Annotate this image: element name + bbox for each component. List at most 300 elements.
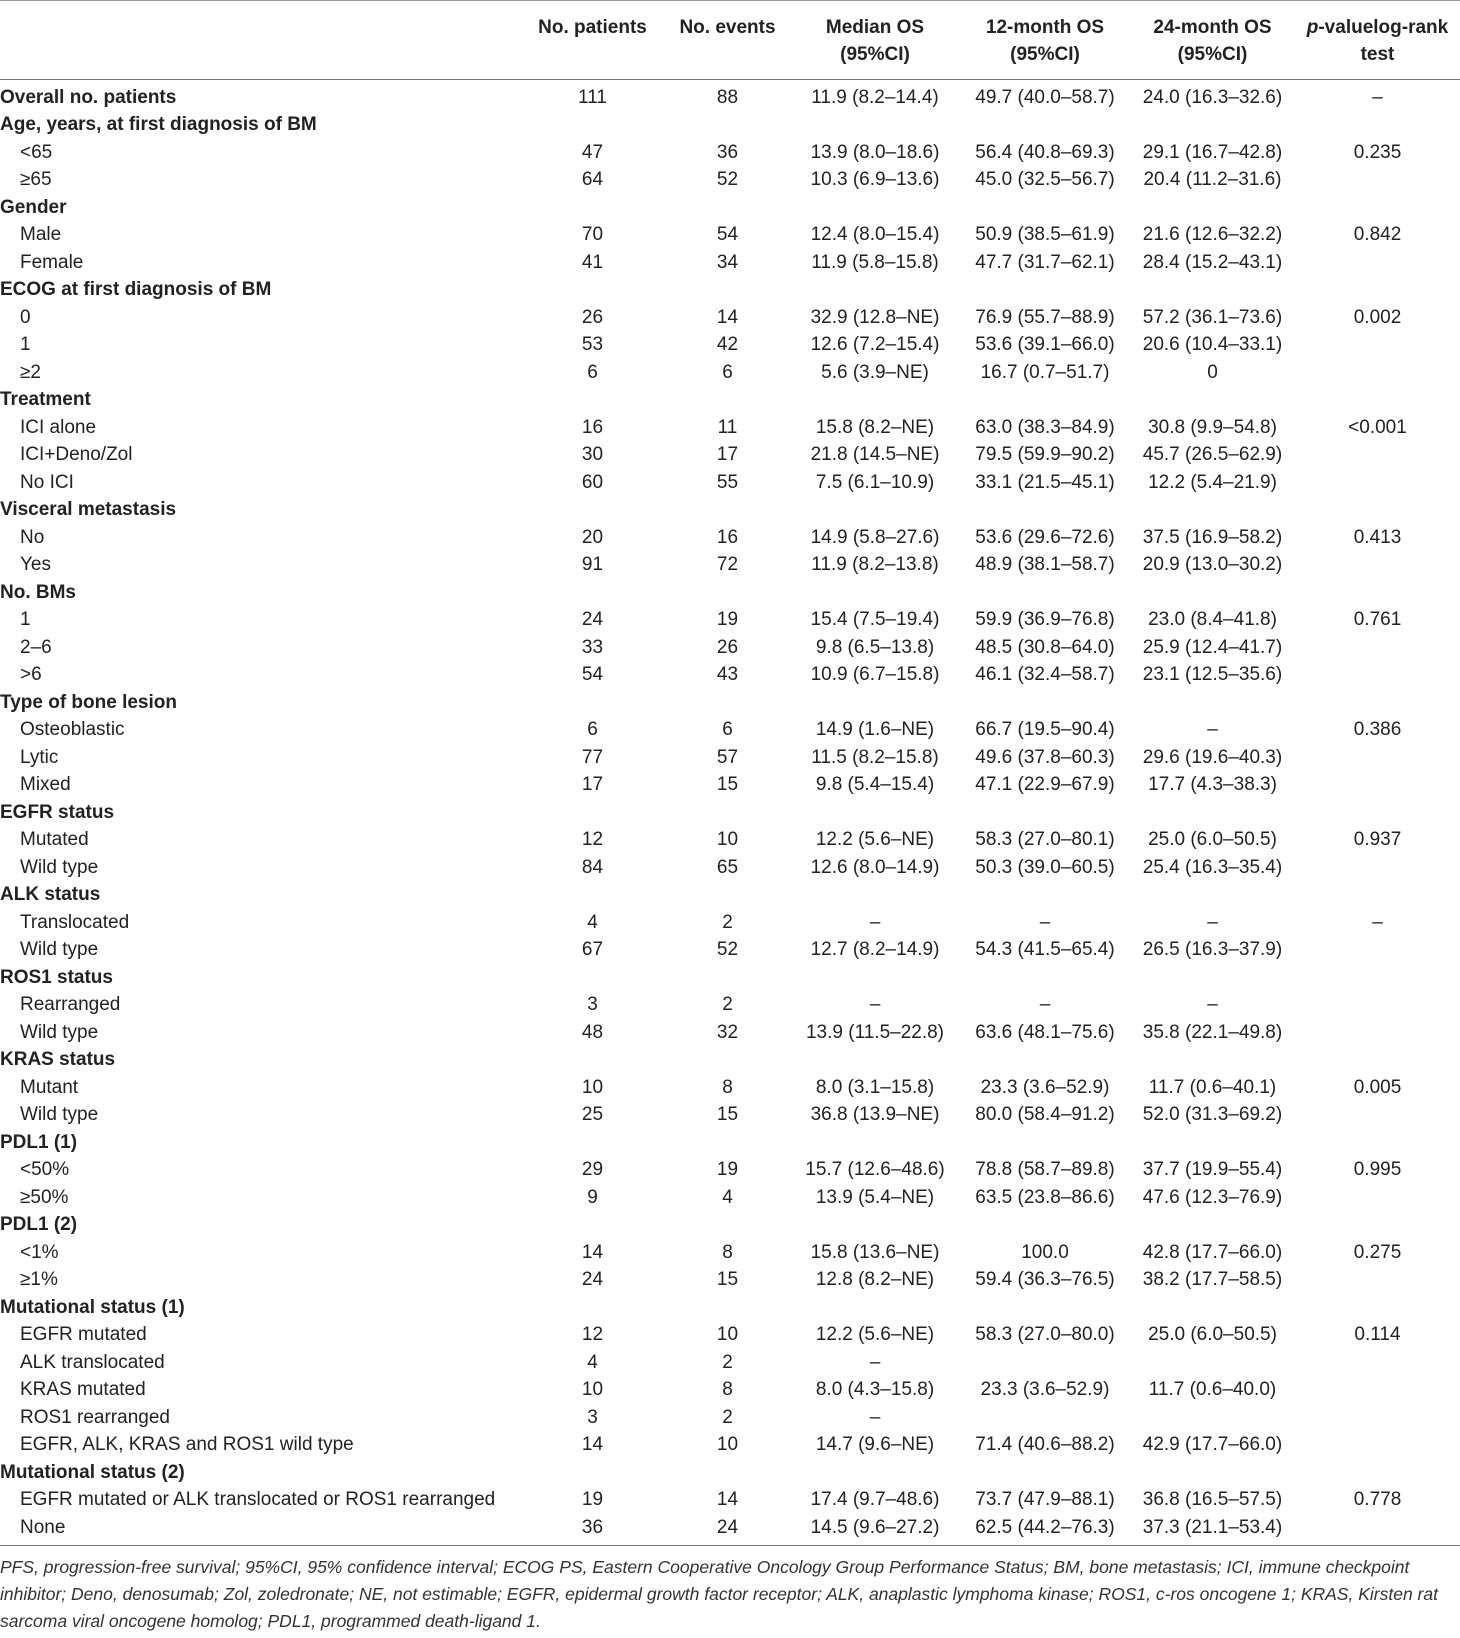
median-os-cell: 14.5 (9.6–27.2) bbox=[790, 1514, 960, 1546]
median-os-cell bbox=[790, 1294, 960, 1322]
patients-cell: 54 bbox=[581, 664, 604, 686]
events-cell: 34 bbox=[716, 251, 739, 273]
row-label: ICI alone bbox=[20, 416, 97, 438]
os-12-month-cell bbox=[960, 1129, 1130, 1157]
events-cell: 10 bbox=[716, 1434, 739, 1456]
os-24-month-cell bbox=[1130, 689, 1295, 717]
events-cell: 54 bbox=[716, 224, 739, 246]
patients-cell bbox=[520, 194, 665, 222]
row-label: ALK status bbox=[0, 884, 101, 906]
table-row bbox=[0, 1514, 1460, 1546]
median-os-cell: 10.3 (6.9–13.6) bbox=[810, 169, 940, 191]
row-label: Treatment bbox=[0, 389, 91, 411]
median-os-cell bbox=[790, 689, 960, 717]
patients-cell bbox=[520, 1294, 665, 1322]
os-12-month-cell: 59.9 (36.9–76.8) bbox=[975, 609, 1115, 631]
p-value-cell: 0.386 bbox=[1353, 719, 1402, 741]
table-group-row bbox=[0, 386, 1460, 414]
os-12-month-cell bbox=[960, 579, 1130, 607]
patients-cell bbox=[520, 1129, 665, 1157]
os-24-month-cell: 42.9 (17.7–66.0) bbox=[1142, 1434, 1283, 1456]
row-label: Visceral metastasis bbox=[0, 499, 177, 521]
os-24-month-cell: 25.4 (16.3–35.4) bbox=[1142, 856, 1283, 878]
median-os-cell: 21.8 (14.5–NE) bbox=[810, 444, 940, 466]
os-12-month-cell: 78.8 (58.7–89.8) bbox=[975, 1159, 1115, 1181]
table-group-row bbox=[0, 579, 1460, 607]
os-24-month-cell bbox=[1130, 111, 1295, 139]
p-value-cell bbox=[1295, 964, 1460, 992]
p-value-cell bbox=[1295, 1514, 1460, 1546]
p-value-cell bbox=[1295, 1431, 1460, 1459]
p-value-cell bbox=[1295, 194, 1460, 222]
patients-cell bbox=[520, 386, 665, 414]
median-os-cell: 36.8 (13.9–NE) bbox=[810, 1104, 940, 1126]
row-label: Type of bone lesion bbox=[0, 691, 177, 713]
patients-cell: 111 bbox=[578, 87, 607, 108]
row-label: Wild type bbox=[20, 939, 99, 961]
p-value-cell bbox=[1295, 469, 1460, 497]
events-cell: 10 bbox=[716, 1324, 739, 1346]
events-cell bbox=[665, 276, 790, 304]
patients-cell: 60 bbox=[581, 471, 604, 493]
os-24-month-cell: 37.7 (19.9–55.4) bbox=[1142, 1159, 1283, 1181]
events-cell bbox=[665, 964, 790, 992]
os-12-month-cell: 47.1 (22.9–67.9) bbox=[975, 774, 1115, 796]
table-row bbox=[0, 414, 1460, 442]
os-12-month-cell: 73.7 (47.9–88.1) bbox=[975, 1489, 1115, 1511]
median-os-cell: 15.7 (12.6–48.6) bbox=[805, 1159, 945, 1181]
os-12-month-cell: 76.9 (55.7–88.9) bbox=[975, 306, 1115, 328]
patients-cell: 14 bbox=[581, 1434, 604, 1456]
events-cell bbox=[665, 1294, 790, 1322]
events-cell bbox=[665, 496, 790, 524]
p-value-cell: 0.114 bbox=[1354, 1324, 1401, 1346]
row-label: KRAS status bbox=[0, 1049, 116, 1071]
p-value-cell: 0.761 bbox=[1353, 609, 1402, 631]
table-row bbox=[0, 1074, 1460, 1102]
patients-cell: 24 bbox=[581, 609, 604, 631]
median-os-cell bbox=[790, 964, 960, 992]
patients-cell: 91 bbox=[581, 554, 604, 576]
os-24-month-cell bbox=[1130, 276, 1295, 304]
p-value-cell bbox=[1295, 744, 1460, 772]
row-label: Female bbox=[20, 251, 84, 273]
median-os-cell bbox=[790, 276, 960, 304]
os-12-month-cell: 66.7 (19.5–90.4) bbox=[975, 719, 1115, 741]
table-row bbox=[0, 1376, 1460, 1404]
median-os-cell: – bbox=[869, 1406, 881, 1428]
table-row bbox=[0, 1431, 1460, 1459]
table-row bbox=[0, 661, 1460, 689]
events-cell: 19 bbox=[716, 609, 739, 631]
row-label: EGFR, ALK, KRAS and ROS1 wild type bbox=[20, 1434, 354, 1456]
p-value-cell: 0.005 bbox=[1353, 1076, 1402, 1098]
events-cell: 2 bbox=[722, 1351, 733, 1373]
os-24-month-cell: 20.4 (11.2–31.6) bbox=[1143, 169, 1282, 191]
os-24-month-cell bbox=[1130, 1459, 1295, 1487]
patients-cell: 53 bbox=[581, 334, 604, 356]
median-os-cell: 14.9 (5.8–27.6) bbox=[810, 526, 940, 548]
table-row bbox=[0, 1349, 1460, 1377]
patients-cell: 4 bbox=[587, 911, 598, 933]
events-cell: 4 bbox=[722, 1186, 733, 1208]
patients-cell: 20 bbox=[581, 526, 604, 548]
table-header-row bbox=[0, 1, 1460, 80]
p-value-cell bbox=[1295, 249, 1460, 277]
events-cell: 52 bbox=[716, 169, 739, 191]
row-label: No ICI bbox=[20, 471, 74, 493]
p-value-cell bbox=[1295, 1404, 1460, 1432]
os-12-month-cell: 56.4 (40.8–69.3) bbox=[975, 141, 1115, 163]
median-os-cell bbox=[790, 881, 960, 909]
patients-cell bbox=[520, 1459, 665, 1487]
table-row bbox=[0, 441, 1460, 469]
median-os-cell: 12.6 (7.2–15.4) bbox=[810, 334, 940, 356]
events-cell: 32 bbox=[716, 1021, 739, 1043]
os-12-month-cell: 59.4 (36.3–76.5) bbox=[975, 1269, 1115, 1291]
events-cell: 43 bbox=[716, 664, 739, 686]
os-24-month-cell: 12.2 (5.4–21.9) bbox=[1148, 471, 1277, 493]
p-value-cell bbox=[1295, 276, 1460, 304]
os-12-month-cell bbox=[960, 1404, 1130, 1432]
median-os-cell: 8.0 (3.1–15.8) bbox=[815, 1076, 935, 1098]
events-cell: 2 bbox=[722, 1406, 733, 1428]
patients-cell: 10 bbox=[581, 1076, 604, 1098]
os-24-month-cell: 45.7 (26.5–62.9) bbox=[1142, 444, 1283, 466]
os-24-month-cell bbox=[1130, 799, 1295, 827]
os-24-month-cell bbox=[1130, 881, 1295, 909]
patients-cell bbox=[520, 964, 665, 992]
median-os-cell: 12.2 (5.6–NE) bbox=[815, 1324, 935, 1346]
row-label: <1% bbox=[20, 1241, 59, 1263]
row-label: 0 bbox=[20, 306, 31, 328]
os-12-month-cell: 48.5 (30.8–64.0) bbox=[975, 636, 1115, 658]
events-cell bbox=[665, 1211, 790, 1239]
row-label: 1 bbox=[20, 609, 31, 631]
os-12-month-cell: 79.5 (59.9–90.2) bbox=[975, 444, 1115, 466]
table-row bbox=[0, 1101, 1460, 1129]
patients-cell: 10 bbox=[581, 1379, 604, 1401]
table-group-row bbox=[0, 881, 1460, 909]
events-cell bbox=[665, 111, 790, 139]
events-cell bbox=[665, 579, 790, 607]
row-label: ALK translocated bbox=[20, 1351, 165, 1373]
row-label: Overall no. patients bbox=[0, 87, 177, 108]
p-value-cell bbox=[1295, 634, 1460, 662]
patients-cell: 41 bbox=[581, 251, 604, 273]
events-cell: 14 bbox=[716, 306, 739, 328]
events-cell: 24 bbox=[665, 1514, 790, 1546]
os-24-month-cell: 42.8 (17.7–66.0) bbox=[1142, 1241, 1283, 1263]
table-row bbox=[0, 716, 1460, 744]
os-12-month-cell: 16.7 (0.7–51.7) bbox=[980, 361, 1110, 383]
os-24-month-cell bbox=[1130, 1046, 1295, 1074]
os-24-month-cell: 52.0 (31.3–69.2) bbox=[1142, 1104, 1283, 1126]
patients-cell bbox=[520, 881, 665, 909]
row-label: Mixed bbox=[20, 774, 71, 796]
patients-cell: 12 bbox=[581, 829, 604, 851]
median-os-cell: – bbox=[869, 911, 881, 933]
table-row bbox=[0, 524, 1460, 552]
p-value-cell: – bbox=[1372, 911, 1383, 933]
p-value-cell bbox=[1295, 1266, 1460, 1294]
os-24-month-cell bbox=[1130, 1211, 1295, 1239]
os-12-month-cell bbox=[960, 689, 1130, 717]
p-value-cell bbox=[1295, 991, 1460, 1019]
p-value-cell bbox=[1295, 854, 1460, 882]
median-os-cell: 5.6 (3.9–NE) bbox=[821, 361, 929, 383]
patients-cell: 26 bbox=[581, 306, 604, 328]
table-group-row bbox=[0, 1211, 1460, 1239]
median-os-cell: – bbox=[869, 1351, 881, 1373]
header-cell-median-os: Median OS (95%CI) bbox=[790, 1, 960, 80]
os-12-month-cell bbox=[960, 1211, 1130, 1239]
events-cell: 65 bbox=[716, 856, 739, 878]
row-label: Mutant bbox=[20, 1076, 79, 1098]
patients-cell: 6 bbox=[587, 361, 598, 383]
median-os-cell: 11.5 (8.2–15.8) bbox=[811, 746, 939, 768]
patients-cell: 30 bbox=[581, 444, 604, 466]
events-cell: 55 bbox=[716, 471, 739, 493]
os-12-month-cell: 23.3 (3.6–52.9) bbox=[980, 1379, 1110, 1401]
p-value-cell bbox=[1295, 1349, 1460, 1377]
os-24-month-cell: 21.6 (12.6–32.2) bbox=[1142, 224, 1283, 246]
row-label: 2–6 bbox=[20, 636, 52, 658]
events-cell bbox=[665, 1459, 790, 1487]
os-24-month-cell: – bbox=[1207, 994, 1218, 1016]
events-cell: 6 bbox=[722, 719, 733, 741]
events-cell bbox=[665, 799, 790, 827]
os-24-month-cell: 29.1 (16.7–42.8) bbox=[1142, 141, 1283, 163]
table-row bbox=[0, 249, 1460, 277]
p-value-cell bbox=[1295, 386, 1460, 414]
os-12-month-cell bbox=[960, 496, 1130, 524]
row-label: <65 bbox=[20, 141, 53, 163]
row-label: Age, years, at first diagnosis of BM bbox=[0, 114, 317, 136]
os-12-month-cell: 48.9 (38.1–58.7) bbox=[975, 554, 1115, 576]
p-value-cell: 0.275 bbox=[1353, 1241, 1402, 1263]
patients-cell: 3 bbox=[587, 994, 598, 1016]
median-os-cell bbox=[790, 1046, 960, 1074]
os-24-month-cell: 25.9 (12.4–41.7) bbox=[1142, 636, 1283, 658]
patients-cell: 33 bbox=[581, 636, 604, 658]
median-os-cell bbox=[790, 1459, 960, 1487]
patients-cell bbox=[520, 496, 665, 524]
patients-cell: 17 bbox=[581, 774, 604, 796]
table-row bbox=[0, 1156, 1460, 1184]
events-cell: 8 bbox=[722, 1241, 733, 1263]
os-24-month-cell: 30.8 (9.9–54.8) bbox=[1148, 416, 1277, 438]
header-cell-patients: No. patients bbox=[520, 1, 665, 80]
table-row bbox=[0, 936, 1460, 964]
os-12-month-cell: – bbox=[1039, 911, 1051, 933]
os-24-month-cell: 25.0 (6.0–50.5) bbox=[1148, 1324, 1277, 1346]
os-24-month-cell: – bbox=[1207, 719, 1218, 741]
median-os-cell: 11.9 (8.2–14.4) bbox=[811, 87, 939, 108]
p-value-cell bbox=[1295, 111, 1460, 139]
p-value-cell: <0.001 bbox=[1348, 416, 1407, 438]
row-label: KRAS mutated bbox=[20, 1379, 146, 1401]
table-group-row bbox=[0, 1459, 1460, 1487]
table-row bbox=[0, 991, 1460, 1019]
median-os-cell: 9.8 (6.5–13.8) bbox=[815, 636, 935, 658]
table-group-row bbox=[0, 194, 1460, 222]
median-os-cell: 11.9 (5.8–15.8) bbox=[811, 251, 939, 273]
row-label: ≥50% bbox=[20, 1186, 69, 1208]
os-24-month-cell: 57.2 (36.1–73.6) bbox=[1142, 306, 1283, 328]
patients-cell: 25 bbox=[581, 1104, 604, 1126]
os-12-month-cell bbox=[960, 1294, 1130, 1322]
os-24-month-cell: 24.0 (16.3–32.6) bbox=[1142, 87, 1283, 108]
os-12-month-cell: 71.4 (40.6–88.2) bbox=[975, 1434, 1115, 1456]
patients-cell: 3 bbox=[587, 1406, 598, 1428]
row-label: EGFR mutated bbox=[20, 1324, 147, 1346]
os-12-month-cell: 54.3 (41.5–65.4) bbox=[975, 939, 1115, 961]
p-value-cell bbox=[1295, 1019, 1460, 1047]
patients-cell: 84 bbox=[581, 856, 604, 878]
median-os-cell: 15.4 (7.5–19.4) bbox=[810, 609, 940, 631]
table-row bbox=[0, 551, 1460, 579]
patients-cell bbox=[520, 1046, 665, 1074]
os-24-month-cell bbox=[1130, 1349, 1295, 1377]
table-group-row bbox=[0, 1294, 1460, 1322]
events-cell: 88 bbox=[716, 87, 739, 108]
median-os-cell: 7.5 (6.1–10.9) bbox=[815, 471, 935, 493]
p-value-cell: 0.413 bbox=[1353, 526, 1402, 548]
row-label: Osteoblastic bbox=[20, 719, 125, 741]
patients-cell: 77 bbox=[581, 746, 604, 768]
median-os-cell: 12.7 (8.2–14.9) bbox=[810, 939, 940, 961]
events-cell: 10 bbox=[716, 829, 739, 851]
os-12-month-cell: 63.0 (38.3–84.9) bbox=[975, 416, 1115, 438]
patients-cell: 47 bbox=[581, 141, 604, 163]
median-os-cell: 12.4 (8.0–15.4) bbox=[810, 224, 940, 246]
events-cell: 8 bbox=[722, 1076, 733, 1098]
table-row bbox=[0, 1019, 1460, 1047]
p-value-cell bbox=[1295, 331, 1460, 359]
row-label: PDL1 (2) bbox=[0, 1214, 78, 1236]
os-12-month-cell bbox=[960, 1459, 1130, 1487]
median-os-cell: 14.9 (1.6–NE) bbox=[815, 719, 935, 741]
os-24-month-cell: 28.4 (15.2–43.1) bbox=[1142, 251, 1283, 273]
patients-cell: 48 bbox=[581, 1021, 604, 1043]
row-label: Wild type bbox=[20, 1021, 99, 1043]
os-12-month-cell: 49.7 (40.0–58.7) bbox=[975, 87, 1115, 108]
row-label: EGFR mutated or ALK translocated or ROS1 rearranged bbox=[20, 1489, 496, 1511]
median-os-cell: 10.9 (6.7–15.8) bbox=[810, 664, 940, 686]
events-cell: 8 bbox=[722, 1379, 733, 1401]
patients-cell: 12 bbox=[581, 1324, 604, 1346]
header-cell-label bbox=[0, 1, 520, 80]
p-value-cell bbox=[1295, 1459, 1460, 1487]
median-os-cell: 12.6 (8.0–14.9) bbox=[810, 856, 940, 878]
median-os-cell: 13.9 (8.0–18.6) bbox=[810, 141, 940, 163]
events-cell: 17 bbox=[716, 444, 739, 466]
p-value-cell bbox=[1295, 1046, 1460, 1074]
table-row bbox=[0, 1266, 1460, 1294]
events-cell bbox=[665, 881, 790, 909]
os-24-month-cell: 25.0 (6.0–50.5) bbox=[1148, 829, 1277, 851]
row-label: Lytic bbox=[20, 746, 59, 768]
events-cell: 15 bbox=[716, 774, 739, 796]
os-24-month-cell bbox=[1130, 194, 1295, 222]
p-value-cell bbox=[1295, 1294, 1460, 1322]
os-12-month-cell: 53.6 (39.1–66.0) bbox=[975, 334, 1115, 356]
events-cell: 11 bbox=[717, 416, 738, 438]
median-os-cell bbox=[790, 1129, 960, 1157]
row-label: ≥2 bbox=[20, 361, 41, 383]
patients-cell: 19 bbox=[581, 1489, 604, 1511]
os-24-month-cell: 20.9 (13.0–30.2) bbox=[1142, 554, 1283, 576]
os-24-month-cell: 11.7 (0.6–40.1) bbox=[1148, 1076, 1277, 1098]
events-cell: 26 bbox=[716, 636, 739, 658]
median-os-cell: 8.0 (4.3–15.8) bbox=[815, 1379, 935, 1401]
patients-cell bbox=[520, 689, 665, 717]
median-os-cell bbox=[790, 799, 960, 827]
os-12-month-cell bbox=[960, 799, 1130, 827]
table-row bbox=[0, 634, 1460, 662]
patients-cell: 64 bbox=[581, 169, 604, 191]
table-row bbox=[0, 909, 1460, 937]
row-label: PDL1 (1) bbox=[0, 1131, 78, 1153]
row-label: ROS1 rearranged bbox=[20, 1406, 170, 1428]
table-row bbox=[0, 469, 1460, 497]
os-24-month-cell bbox=[1130, 964, 1295, 992]
median-os-cell: 9.8 (5.4–15.4) bbox=[815, 774, 935, 796]
patients-cell: 6 bbox=[587, 719, 598, 741]
table-row bbox=[0, 1321, 1460, 1349]
os-12-month-cell: 46.1 (32.4–58.7) bbox=[975, 664, 1115, 686]
p-value-cell: 0.002 bbox=[1353, 306, 1402, 328]
table-row bbox=[0, 1239, 1460, 1267]
median-os-cell bbox=[790, 496, 960, 524]
median-os-cell: 15.8 (8.2–NE) bbox=[815, 416, 935, 438]
events-cell: 6 bbox=[722, 361, 733, 383]
row-label: None bbox=[0, 1514, 520, 1546]
p-value-cell: 0.937 bbox=[1353, 829, 1402, 851]
row-label: Translocated bbox=[20, 911, 130, 933]
table-row bbox=[0, 166, 1460, 194]
median-os-cell: 13.9 (5.4–NE) bbox=[815, 1186, 935, 1208]
os-24-month-cell: 47.6 (12.3–76.9) bbox=[1142, 1186, 1283, 1208]
table-row bbox=[0, 744, 1460, 772]
os-24-month-cell: 36.8 (16.5–57.5) bbox=[1142, 1489, 1283, 1511]
p-value-cell bbox=[1295, 496, 1460, 524]
p-value-cell bbox=[1295, 881, 1460, 909]
table-group-row bbox=[0, 276, 1460, 304]
os-24-month-cell: 38.2 (17.7–58.5) bbox=[1142, 1269, 1283, 1291]
p-value-cell bbox=[1295, 359, 1460, 387]
os-12-month-cell: 63.5 (23.8–86.6) bbox=[975, 1186, 1115, 1208]
os-12-month-cell bbox=[960, 194, 1130, 222]
median-os-cell: 12.8 (8.2–NE) bbox=[815, 1269, 935, 1291]
os-24-month-cell: 11.7 (0.6–40.0) bbox=[1148, 1379, 1277, 1401]
table-group-row bbox=[0, 1129, 1460, 1157]
median-os-cell: 17.4 (9.7–48.6) bbox=[810, 1489, 940, 1511]
os-12-month-cell: 100.0 bbox=[1021, 1241, 1069, 1263]
median-os-cell bbox=[790, 111, 960, 139]
os-12-month-cell bbox=[960, 881, 1130, 909]
patients-cell: 67 bbox=[581, 939, 604, 961]
table-row bbox=[0, 221, 1460, 249]
os-12-month-cell: 47.7 (31.7–62.1) bbox=[975, 251, 1115, 273]
p-value-cell: 0.778 bbox=[1353, 1489, 1402, 1511]
p-value-cell bbox=[1295, 166, 1460, 194]
row-label: Wild type bbox=[20, 856, 99, 878]
p-value-cell bbox=[1295, 689, 1460, 717]
header-cell-p-value: p-valuelog-rank test bbox=[1295, 1, 1460, 80]
median-os-cell bbox=[790, 1211, 960, 1239]
